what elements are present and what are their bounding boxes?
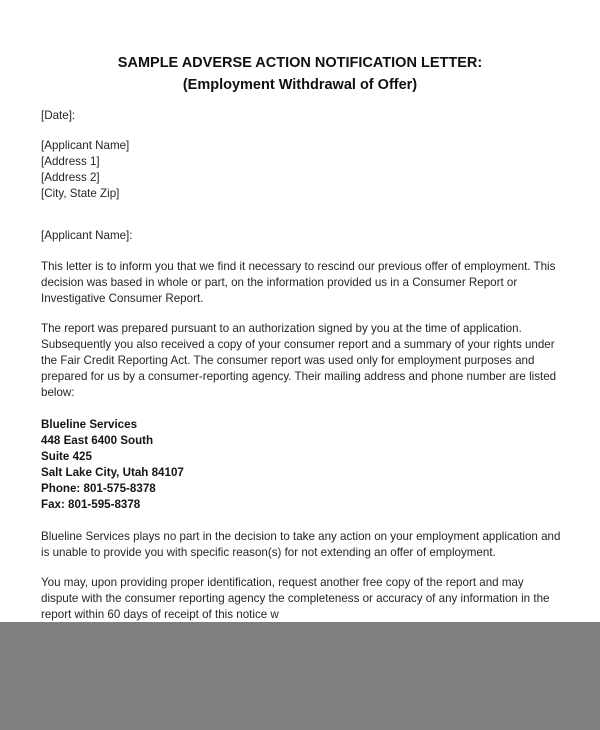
paragraph-1-line: Investigative Consumer Report.	[41, 292, 204, 305]
preview-cutoff-overlay	[0, 622, 600, 730]
paragraph-1-line: This letter is to inform you that we find it necessary to rescind our previous offer of employment. This	[41, 260, 556, 273]
paragraph-2-line: Subsequently you also received a copy of your consumer report and a summary of your rights under	[41, 338, 555, 351]
paragraph-2-line: the Fair Credit Reporting Act. The consumer report was used only for employment purposes and	[41, 354, 535, 367]
agency-name: Blueline Services	[41, 418, 138, 431]
salutation: [Applicant Name]:	[41, 229, 133, 242]
paragraph-4-line: dispute with the consumer reporting agency the completeness or accuracy of any information in the	[41, 592, 550, 605]
address-line: [Applicant Name]	[41, 139, 130, 152]
address-line: [Address 2]	[41, 171, 100, 184]
paragraph-3-line: is unable to provide you with specific reason(s) for not extending an offer of employment.	[41, 546, 496, 559]
paragraph-3-line: Blueline Services plays no part in the decision to take any action on your employment application and	[41, 530, 561, 543]
agency-fax: Fax: 801-595-8378	[41, 498, 141, 511]
date-line: [Date]:	[41, 109, 76, 122]
paragraph-1-line: decision was based in whole or part, on the information provided us in a Consumer Report or	[41, 276, 518, 289]
paragraph-4-line: report within 60 days of receipt of this notice w	[41, 608, 279, 621]
letter-title: SAMPLE ADVERSE ACTION NOTIFICATION LETTER:	[117, 55, 483, 71]
paragraph-2-line: below:	[41, 386, 75, 399]
letter-subtitle: (Employment Withdrawal of Offer)	[182, 77, 418, 93]
agency-city: Salt Lake City, Utah 84107	[41, 466, 184, 479]
address-line: [City, State Zip]	[41, 187, 120, 200]
agency-street: 448 East 6400 South	[41, 434, 154, 447]
agency-suite: Suite 425	[41, 450, 92, 463]
address-line: [Address 1]	[41, 155, 100, 168]
paragraph-2-line: prepared for us by a consumer-reporting agency. Their mailing address and phone number are listed	[41, 370, 557, 383]
paragraph-2-line: The report was prepared pursuant to an authorization signed by you at the time of application.	[41, 322, 522, 335]
paragraph-4-line: You may, upon providing proper identification, request another free copy of the report and may	[41, 576, 524, 589]
agency-phone: Phone: 801-575-8378	[41, 482, 156, 495]
